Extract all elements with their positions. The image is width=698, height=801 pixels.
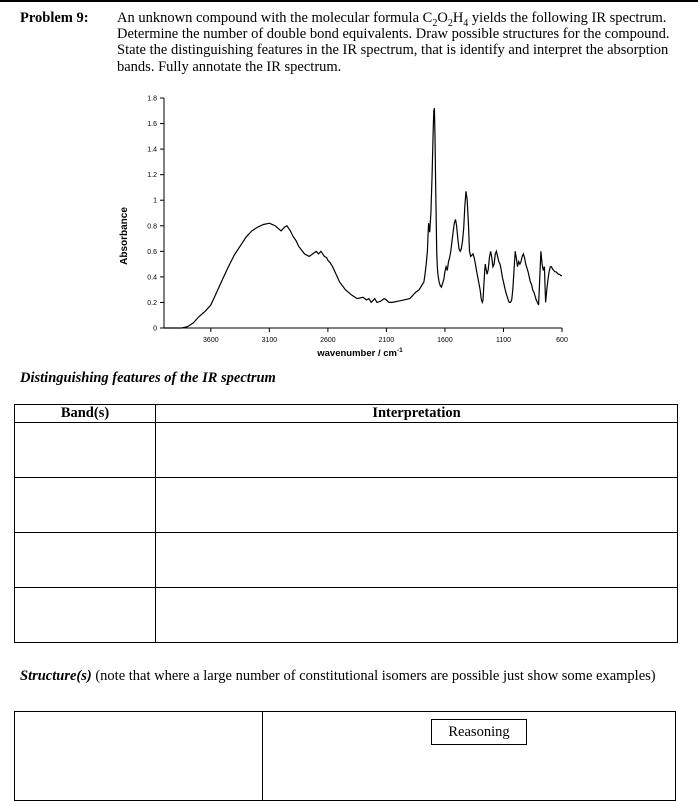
x-tick-label: 2100 bbox=[378, 337, 395, 344]
x-tick-label: 2600 bbox=[320, 337, 336, 344]
table-row bbox=[15, 423, 678, 478]
molecular-formula bbox=[422, 10, 469, 29]
structure-note-text: (note that where a large number of constitutional isomers are possible just show some examples) bbox=[91, 668, 656, 684]
y-tick-label: 0.4 bbox=[147, 274, 157, 282]
x-tick-label: 1600 bbox=[437, 337, 453, 344]
formula-subscript: 2 bbox=[447, 17, 453, 29]
structure-answer-box[interactable] bbox=[14, 711, 676, 801]
x-tick-label: 1100 bbox=[495, 337, 512, 344]
interpretation-cell[interactable] bbox=[156, 533, 678, 588]
problem-text-end: yields the following IR spectrum. Determine the number of double bond equivalents. Draw possible structures for the compound. State the distinguishing features in the IR spectrum, that is identify and interpret the absorption bands. Fully annotate the IR spectrum. bbox=[117, 10, 670, 75]
band-cell[interactable] bbox=[15, 588, 156, 643]
problem-statement bbox=[117, 10, 685, 75]
structure-label: Structure(s) bbox=[20, 668, 92, 684]
y-tick-label: 1.2 bbox=[147, 172, 157, 180]
bands-table bbox=[14, 404, 678, 643]
chart-axes bbox=[164, 98, 562, 328]
y-tick-label: 1 bbox=[153, 197, 157, 205]
table-row bbox=[15, 478, 678, 533]
x-tick-label: 600 bbox=[556, 337, 568, 344]
table-header-row bbox=[15, 405, 678, 423]
problem-text-start: An unknown compound with the molecular formula bbox=[117, 10, 423, 26]
y-tick-label: 0 bbox=[153, 325, 157, 333]
x-axis-label bbox=[316, 347, 403, 359]
structure-divider bbox=[262, 712, 263, 800]
ir-spectrum-chart bbox=[112, 92, 572, 368]
interpretation-cell[interactable] bbox=[156, 588, 678, 643]
interpretation-column-header: Interpretation bbox=[156, 405, 678, 423]
features-heading: Distinguishing features of the IR spectrum bbox=[20, 370, 276, 386]
interpretation-cell[interactable] bbox=[156, 423, 678, 478]
band-cell[interactable] bbox=[15, 478, 156, 533]
reasoning-label: Reasoning bbox=[431, 719, 527, 745]
interpretation-cell[interactable] bbox=[156, 478, 678, 533]
y-tick-label: 1.4 bbox=[147, 146, 157, 154]
y-tick-label: 1.8 bbox=[147, 95, 157, 103]
formula-element: H bbox=[452, 10, 464, 26]
structure-instructions bbox=[20, 668, 680, 685]
table-row bbox=[15, 588, 678, 643]
formula-subscript: 4 bbox=[463, 17, 469, 29]
formula-element: C bbox=[422, 10, 433, 26]
y-tick-label: 1.6 bbox=[147, 121, 157, 129]
chart-ticks bbox=[147, 96, 568, 345]
band-column-header: Band(s) bbox=[15, 405, 156, 423]
table-row bbox=[15, 533, 678, 588]
y-tick-label: 0.8 bbox=[147, 223, 157, 231]
y-tick-label: 0.6 bbox=[147, 248, 157, 256]
x-axis-label-text: wavenumber / cm bbox=[317, 348, 397, 359]
y-axis-label: Absorbance bbox=[119, 207, 130, 265]
problem-label: Problem 9: bbox=[20, 10, 89, 26]
formula-subscript: 2 bbox=[432, 17, 438, 29]
band-cell[interactable] bbox=[15, 423, 156, 478]
formula-element: O bbox=[437, 10, 448, 26]
y-tick-label: 0.2 bbox=[147, 299, 157, 307]
x-axis-label-superscript: -1 bbox=[396, 347, 403, 354]
spectrum-line bbox=[164, 108, 562, 328]
x-tick-label: 3100 bbox=[261, 337, 278, 344]
top-rule bbox=[0, 0, 698, 2]
band-cell[interactable] bbox=[15, 533, 156, 588]
x-tick-label: 3600 bbox=[203, 337, 219, 344]
